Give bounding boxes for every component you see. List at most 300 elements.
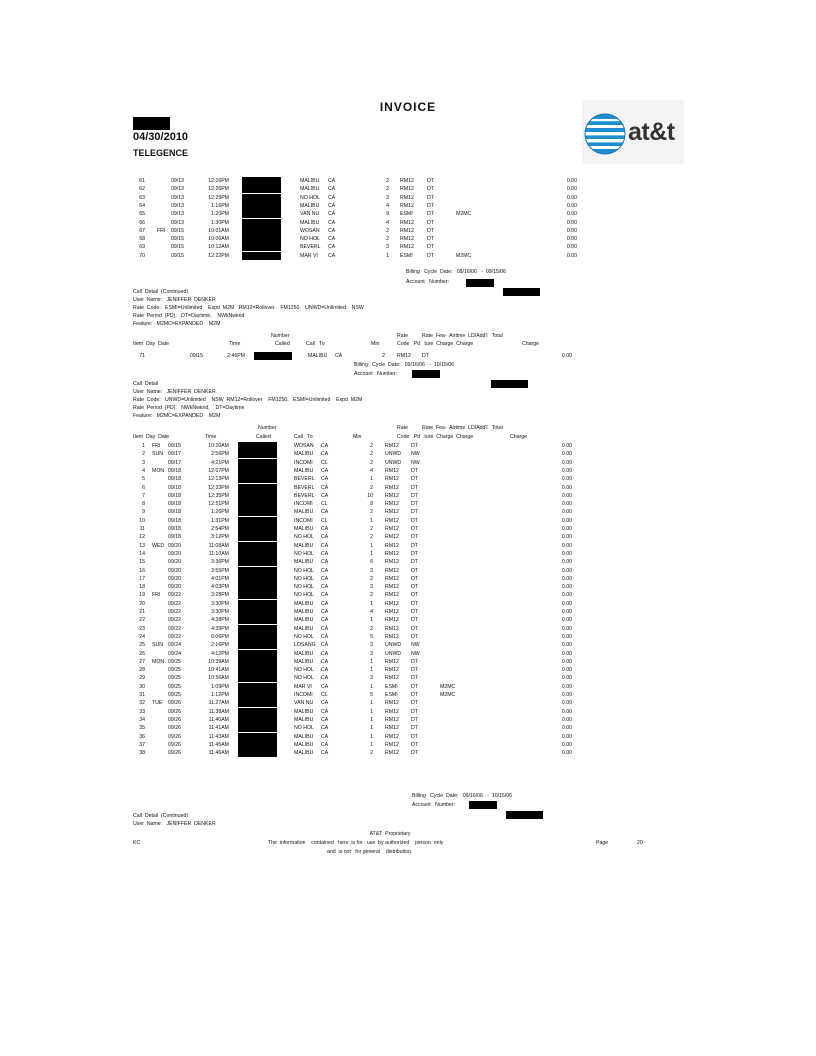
cell-item: 16	[139, 567, 145, 574]
cell-period: DT	[422, 353, 429, 359]
cell-city: MALIBU	[300, 186, 320, 193]
cell-period: DT	[411, 600, 418, 607]
cell-state: CA	[321, 550, 329, 557]
cell-state: CA	[328, 227, 336, 234]
cell-date: 09/18	[168, 517, 181, 524]
redacted-box	[491, 380, 528, 388]
col-header-min: Min	[353, 434, 362, 440]
cell-city: NO HOL	[300, 194, 320, 201]
cell-rate-code: RM12	[385, 609, 399, 615]
cell-rate-code: RM12	[385, 476, 399, 483]
col-header-called: Called	[275, 341, 290, 347]
redacted-number	[238, 500, 277, 508]
cell-time: 4:21PM	[211, 459, 229, 466]
cell-feature: M2MC	[456, 211, 472, 218]
cell-charge: 0.00	[566, 227, 577, 234]
cell-min: 10	[367, 492, 373, 499]
cell-period: DT	[411, 542, 418, 549]
redacted-number	[238, 608, 277, 616]
cell-charge: 0.00	[561, 476, 572, 483]
cell-city: MALIBU	[294, 708, 314, 715]
cell-item: 25	[139, 642, 145, 649]
cell-state: CA	[321, 650, 329, 657]
col-header-item: Item Day Date	[133, 341, 170, 347]
cell-min: 1	[370, 700, 373, 707]
cell-rate-code: RM12	[385, 484, 399, 491]
cell-min: 1	[370, 733, 373, 740]
cell-period: DT	[411, 526, 418, 532]
cell-state: CL	[321, 501, 328, 508]
col-header-time: Time	[229, 341, 241, 347]
cell-min: 4	[370, 609, 373, 615]
redacted-number	[242, 227, 281, 235]
cell-period: DT	[411, 517, 418, 524]
cell-city: NO HOL	[294, 550, 314, 557]
redacted-number	[242, 194, 281, 202]
cell-day: MON	[152, 467, 165, 474]
invoice-date: 04/30/2010	[133, 131, 189, 143]
col-header-charge: Charge	[510, 434, 528, 440]
cell-item: 7	[142, 492, 145, 499]
cell-item: 4	[142, 467, 145, 474]
cell-city: WOSAN	[294, 443, 314, 449]
cell-min: 2	[370, 443, 373, 449]
cell-date: 09/18	[168, 534, 181, 541]
cell-charge: 0.00	[561, 667, 572, 674]
cell-period: DT	[411, 683, 418, 690]
cell-rate-code: RM12	[400, 186, 414, 193]
cell-period: NW	[411, 451, 420, 458]
cell-charge: 0.00	[566, 219, 577, 226]
cell-charge: 0.00	[561, 542, 572, 549]
cell-date: 09/26	[168, 733, 181, 740]
cell-min: 2	[386, 227, 389, 234]
col-header-rate2: Rate Fea- Airtime LD/Add'l Total	[422, 333, 503, 339]
col-header-code: Code Pd ture Charge Charge	[397, 341, 474, 347]
cell-day: TUE	[152, 700, 163, 707]
cell-period: DT	[411, 476, 418, 483]
rate-period: Rate Period (PD): NWkNwknd, DT=Daytime	[133, 405, 245, 411]
cell-city: MALIBU	[294, 609, 314, 615]
cell-period: DT	[411, 592, 418, 599]
cell-city: MALIBU	[300, 202, 320, 209]
cell-item: 13	[139, 542, 145, 549]
cell-charge: 0.00	[566, 236, 577, 243]
cell-date: 09/18	[168, 509, 181, 516]
redacted-number	[238, 517, 277, 525]
cell-charge: 0.00	[561, 733, 572, 740]
redacted-number	[238, 633, 277, 641]
cell-date: 09/20	[168, 567, 181, 574]
cell-min: 2	[386, 236, 389, 243]
redacted-number	[238, 724, 277, 732]
cell-date: 09/15	[171, 236, 184, 243]
cell-item: 17	[139, 575, 145, 582]
cell-period: DT	[411, 708, 418, 715]
billing-cycle-2: Billing Cycle Date: 09/16/06 - 10/15/06	[354, 362, 455, 368]
redacted-number	[242, 219, 281, 227]
cell-time: 11:41AM	[208, 725, 229, 732]
cell-feature: M2MC	[456, 252, 472, 259]
cell-item: 21	[139, 609, 145, 615]
cell-time: 3:36PM	[211, 559, 229, 566]
cell-min: 2	[382, 353, 385, 359]
cell-city: MALIBU	[294, 716, 314, 723]
cell-state: CA	[321, 683, 329, 690]
redacted-number	[242, 252, 281, 260]
cell-item: 37	[139, 741, 145, 748]
cell-state: CA	[321, 575, 329, 582]
cell-city: VAN NU	[300, 211, 320, 218]
cell-date: 09/22	[168, 609, 181, 615]
cell-min: 9	[386, 211, 389, 218]
cell-rate-code: RM12	[385, 733, 399, 740]
cell-rate-code: RM12	[385, 741, 399, 748]
cell-charge: 0.00	[561, 509, 572, 516]
cell-date: 09/20	[168, 550, 181, 557]
cell-item: 36	[139, 733, 145, 740]
cell-state: CA	[321, 642, 329, 649]
redacted-number	[238, 699, 277, 707]
cell-time: 11:27AM	[208, 700, 229, 707]
cell-period: NW	[411, 642, 420, 649]
cell-min: 3	[370, 650, 373, 657]
cell-period: DT	[411, 550, 418, 557]
cell-min: 1	[370, 476, 373, 483]
cell-period: DT	[411, 658, 418, 665]
cell-city: NO HOL	[294, 667, 314, 674]
cell-charge: 0.00	[561, 353, 572, 359]
cell-date: 09/25	[168, 683, 181, 690]
account-number-label-3: Account Number:	[412, 802, 455, 808]
footer-page-number: 20	[637, 840, 643, 846]
cell-min: 3	[370, 584, 373, 591]
cell-charge: 0.00	[561, 708, 572, 715]
cell-item: 68	[139, 236, 145, 243]
cell-city: MALIBU	[294, 625, 314, 632]
cell-period: DT	[411, 484, 418, 491]
cell-time: 4:01PM	[211, 575, 229, 582]
cell-state: CA	[321, 592, 329, 599]
cell-state: CA	[321, 667, 329, 674]
cell-period: DT	[411, 700, 418, 707]
cell-min: 1	[370, 600, 373, 607]
cell-state: CA	[328, 252, 336, 259]
redacted-number	[238, 674, 277, 682]
cell-charge: 0.00	[561, 658, 572, 665]
redacted-number	[238, 650, 277, 658]
cell-time: 11:38AM	[208, 708, 229, 715]
cell-min: 1	[370, 716, 373, 723]
cell-city: VAN NU	[294, 700, 314, 707]
cell-state: CA	[321, 617, 329, 624]
cell-item: 18	[139, 584, 145, 591]
cell-rate-code: RM12	[385, 443, 399, 449]
cell-state: CA	[321, 725, 329, 732]
cell-state: CA	[321, 708, 329, 715]
cell-item: 14	[139, 550, 145, 557]
cell-min: 2	[370, 459, 373, 466]
cell-state: CA	[321, 476, 329, 483]
cell-city: MALIBU	[294, 509, 314, 516]
cell-date: 09/25	[168, 667, 181, 674]
cell-rate-code: RM12	[385, 750, 399, 757]
cell-min: 8	[370, 501, 373, 508]
cell-min: 4	[386, 219, 389, 226]
cell-date: 09/18	[168, 484, 181, 491]
cell-item: 29	[139, 675, 145, 682]
cell-date: 09/15	[171, 244, 184, 251]
cell-item: 2	[142, 451, 145, 458]
cell-time: 1:09PM	[211, 683, 229, 690]
cell-item: 6	[142, 484, 145, 491]
cell-min: 1	[370, 658, 373, 665]
cell-charge: 0.00	[561, 609, 572, 615]
cell-min: 1	[370, 725, 373, 732]
rate-code: Rate Code: ESMI=Unlimited Expd M2M RM12=Rollover FM1250, UNWD=Unlimited NSW	[133, 305, 364, 311]
cell-charge: 0.00	[561, 633, 572, 640]
cell-rate-code: ESMI	[400, 211, 413, 218]
cell-period: DT	[411, 467, 418, 474]
cell-min: 1	[370, 741, 373, 748]
cell-time: 1:26PM	[211, 509, 229, 516]
cell-time: 12:33PM	[208, 484, 229, 491]
cell-item: 26	[139, 650, 145, 657]
cell-city: MALIBU	[294, 542, 314, 549]
cell-date: 09/17	[168, 451, 181, 458]
cell-state: CA	[321, 733, 329, 740]
cell-rate-code: RM12	[385, 716, 399, 723]
cell-time: 12:16PM	[208, 178, 229, 184]
cell-date: 09/18	[168, 476, 181, 483]
cell-date: 09/22	[168, 625, 181, 632]
cell-city: MAR VI	[300, 252, 318, 259]
cell-rate-code: RM12	[385, 600, 399, 607]
cell-charge: 0.00	[561, 484, 572, 491]
cell-rate-code: RM12	[385, 567, 399, 574]
cell-state: CA	[321, 567, 329, 574]
cell-city: NO HOL	[294, 725, 314, 732]
cell-min: 6	[370, 559, 373, 566]
cell-time: 11:08AM	[208, 542, 229, 549]
cell-charge: 0.00	[561, 467, 572, 474]
cell-charge: 0.00	[566, 202, 577, 209]
cell-period: NW	[411, 650, 420, 657]
cell-city: MALIBU	[294, 733, 314, 740]
cell-rate-code: RM12	[385, 592, 399, 599]
cell-city: NO HOL	[294, 633, 314, 640]
redacted-number	[238, 442, 277, 450]
cell-date: 09/24	[168, 650, 181, 657]
cell-charge: 0.00	[561, 534, 572, 541]
cell-day: MON	[152, 658, 165, 665]
cell-item: 33	[139, 708, 145, 715]
cell-state: CL	[321, 517, 328, 524]
cell-state: CA	[321, 443, 329, 449]
cell-min: 2	[386, 178, 389, 184]
cell-period: DT	[411, 609, 418, 615]
cell-date: 09/18	[168, 492, 181, 499]
cell-rate-code: RM12	[385, 617, 399, 624]
cell-rate-code: RM12	[385, 467, 399, 474]
cell-period: DT	[411, 559, 418, 566]
col-header-rate: Rate	[397, 425, 408, 431]
cell-min: 5	[370, 692, 373, 698]
cell-time: 1:30PM	[211, 219, 229, 226]
cell-charge: 0.00	[561, 600, 572, 607]
cell-item: 30	[139, 683, 145, 690]
cell-city: MALIBU	[294, 559, 314, 566]
cell-period: DT	[411, 667, 418, 674]
cell-rate-code: RM12	[385, 584, 399, 591]
cell-min: 2	[370, 509, 373, 516]
cell-item: 10	[139, 517, 145, 524]
cell-period: DT	[427, 178, 434, 184]
cell-time: 4:12PM	[211, 650, 229, 657]
cell-period: DT	[411, 733, 418, 740]
cell-date: 09/26	[168, 725, 181, 732]
cell-item: 66	[139, 219, 145, 226]
cell-city: MALIBU	[294, 750, 314, 757]
cell-date: 09/15	[171, 252, 184, 259]
cell-rate-code: UNWD	[385, 451, 402, 458]
cell-min: 2	[370, 592, 373, 599]
cell-min: 3	[370, 642, 373, 649]
cell-state: CA	[321, 484, 329, 491]
redacted-number	[238, 641, 277, 649]
cell-min: 1	[386, 252, 389, 259]
cell-time: 11:40AM	[208, 716, 229, 723]
col-header-min: Min	[371, 341, 380, 347]
col-header-called: Called	[256, 434, 271, 440]
cell-time: 10:39AM	[208, 658, 229, 665]
cell-time: 3:55PM	[211, 567, 229, 574]
logo-text: at&t	[628, 118, 675, 146]
cell-city: BEVERL	[300, 244, 321, 251]
cell-city: NO HOL	[294, 584, 314, 591]
cell-min: 1	[370, 683, 373, 690]
cell-time: 3:30PM	[211, 600, 229, 607]
cell-rate-code: RM12	[400, 227, 414, 234]
cell-state: CA	[321, 675, 329, 682]
cell-min: 1	[370, 708, 373, 715]
billing-cycle-3: Billing Cycle Date: 09/16/06 - 10/15/06	[412, 793, 513, 799]
cell-date: 09/24	[168, 642, 181, 649]
cell-time: 11:10AM	[208, 550, 229, 557]
cell-rate-code: RM12	[385, 675, 399, 682]
cell-time: 2:56PM	[211, 451, 229, 458]
cell-city: MAR VI	[294, 683, 312, 690]
cell-time: 12:35PM	[208, 492, 229, 499]
cell-item: 31	[139, 692, 145, 698]
cell-rate-code: RM12	[385, 559, 399, 566]
cell-period: DT	[427, 227, 434, 234]
cell-min: 2	[370, 484, 373, 491]
cell-city: NO HOL	[294, 592, 314, 599]
rate-code: Rate Code: UNWD=Unlimited NSW RM12=Rollover FM1250, ESMI=Unlimited Expd M2M	[133, 397, 363, 403]
cell-rate-code: RM12	[385, 633, 399, 640]
footer-left-code: KC	[133, 840, 141, 846]
cell-min: 1	[370, 542, 373, 549]
cell-charge: 0.00	[566, 252, 577, 259]
cell-item: 27	[139, 658, 145, 665]
cell-min: 2	[370, 750, 373, 757]
redacted-account-2	[412, 370, 440, 378]
cell-state: CA	[328, 186, 336, 193]
cell-day: FRI	[152, 592, 161, 599]
cell-item: 63	[139, 194, 145, 201]
cell-rate-code: RM12	[385, 575, 399, 582]
col-header-callto: Call To	[306, 341, 325, 347]
cell-charge: 0.00	[561, 692, 572, 698]
cell-charge: 0.00	[566, 211, 577, 218]
cell-time: 3:12PM	[211, 534, 229, 541]
cell-city: MALIBU	[308, 353, 328, 359]
account-number-label-1: Account Number:	[406, 279, 449, 285]
redacted-number	[238, 567, 277, 575]
cell-time: 4:39PM	[211, 625, 229, 632]
company-name: TELEGENCE	[133, 148, 189, 158]
cell-charge: 0.00	[561, 567, 572, 574]
cell-date: 09/15	[168, 443, 181, 449]
cell-date: 09/15	[171, 227, 184, 234]
cell-state: CA	[328, 244, 336, 251]
redacted-number	[238, 467, 277, 475]
footer-disclaimer-line2: and is not for general distribution.	[327, 849, 413, 855]
cell-item: 9	[142, 509, 145, 516]
cell-rate-code: ESMI	[400, 252, 413, 259]
cell-period: DT	[427, 186, 434, 193]
redacted-number	[238, 450, 277, 458]
redacted-number	[254, 352, 292, 360]
redacted-number	[238, 600, 277, 608]
redacted-number	[242, 235, 281, 243]
cell-charge: 0.00	[561, 501, 572, 508]
cell-state: CA	[328, 236, 336, 243]
cell-min: 2	[370, 575, 373, 582]
cell-min: 2	[370, 625, 373, 632]
redacted-number	[242, 243, 281, 251]
cell-date: 09/26	[168, 716, 181, 723]
cell-rate-code: RM12	[385, 658, 399, 665]
col-header-callto: Call To	[294, 434, 313, 440]
cell-rate-code: RM12	[385, 517, 399, 524]
cell-charge: 0.00	[561, 443, 572, 449]
cell-rate-code: RM12	[400, 178, 414, 184]
cell-rate-code: ESMI	[385, 683, 398, 690]
cell-city: BEVERL	[294, 492, 315, 499]
cell-period: DT	[411, 509, 418, 516]
redacted-number	[238, 459, 277, 467]
cell-period: DT	[411, 584, 418, 591]
cell-period: NW	[411, 459, 420, 466]
cell-item: 61	[139, 178, 145, 184]
cell-period: DT	[427, 252, 434, 259]
footer-proprietary: AT&T Proprietary	[369, 831, 411, 837]
cell-min: 3	[370, 567, 373, 574]
cell-day: FRI	[157, 227, 166, 234]
cell-charge: 0.00	[561, 459, 572, 466]
cell-period: DT	[411, 750, 418, 757]
cell-date: 09/17	[168, 459, 181, 466]
cell-charge: 0.00	[561, 617, 572, 624]
cell-rate-code: RM12	[400, 219, 414, 226]
cell-item: 8	[142, 501, 145, 508]
cell-period: DT	[411, 716, 418, 723]
cell-time: 12:22PM	[208, 252, 229, 259]
cell-rate-code: RM12	[400, 194, 414, 201]
cell-state: CA	[328, 211, 336, 218]
